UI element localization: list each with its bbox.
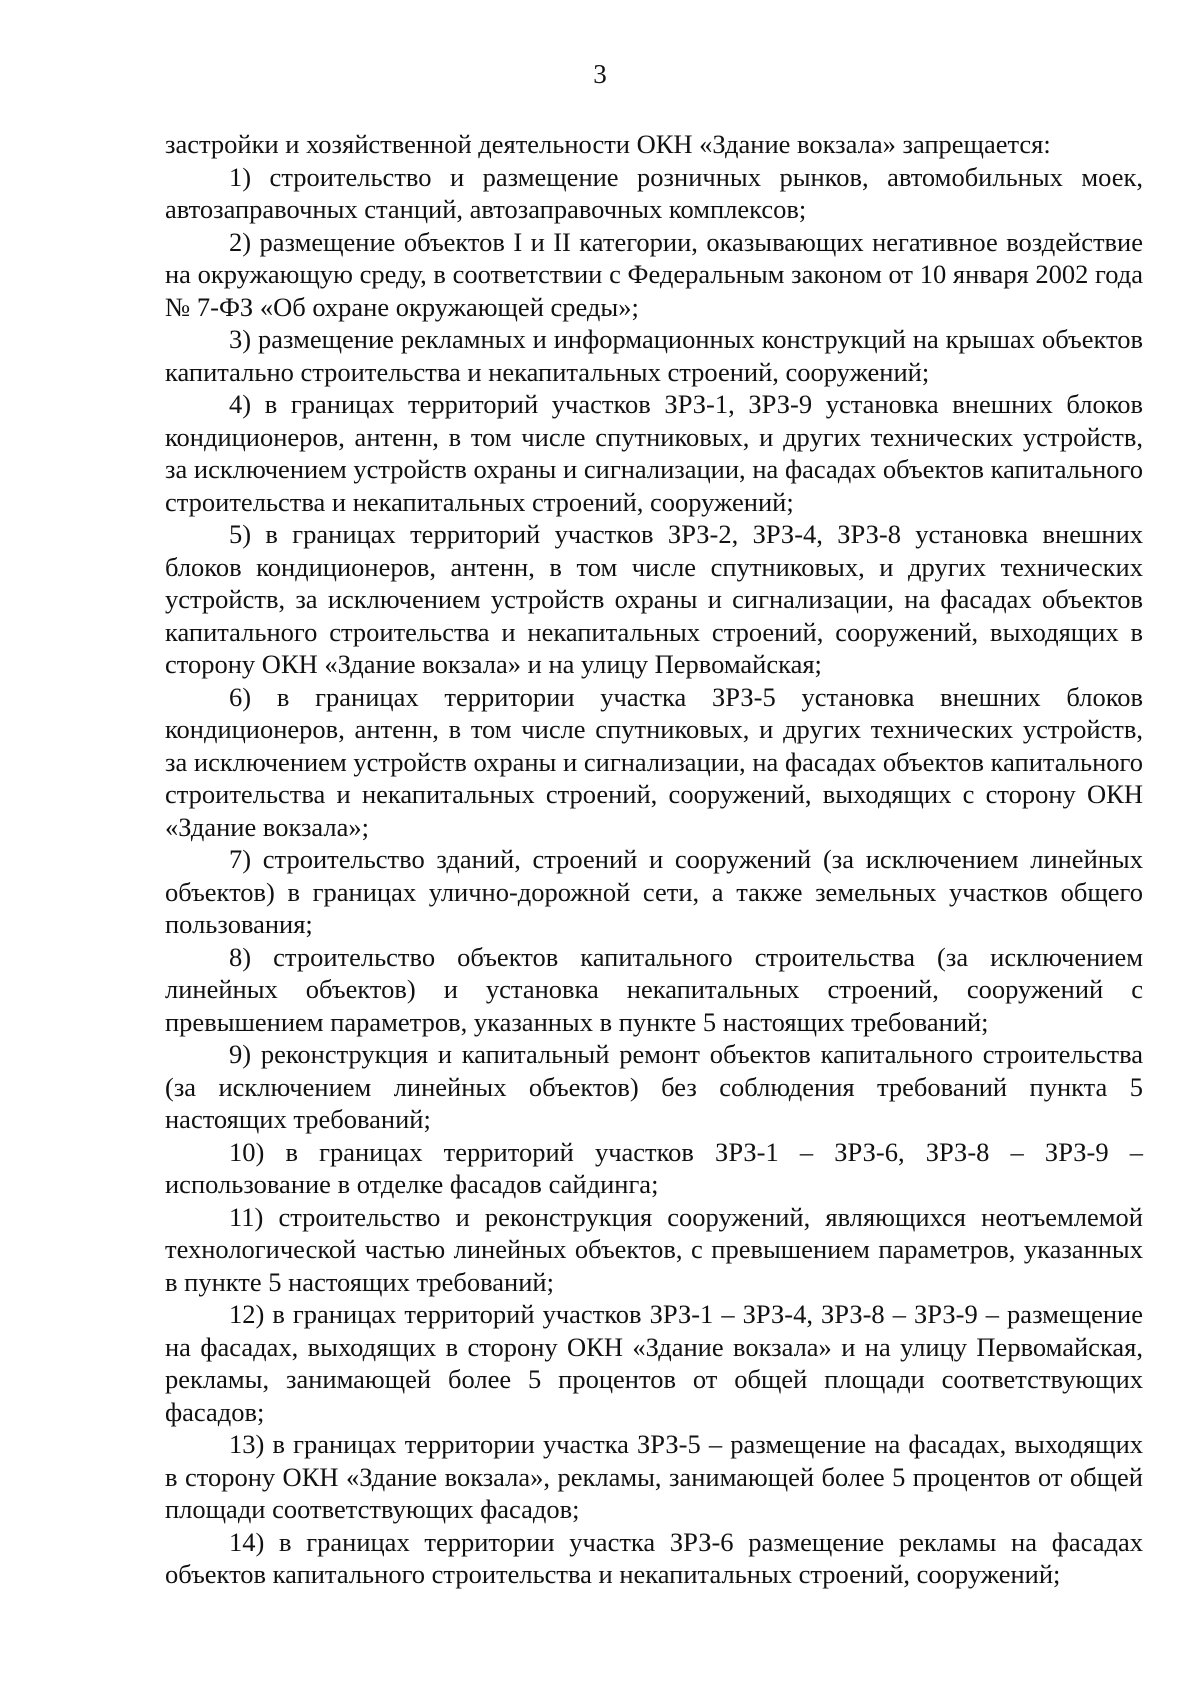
list-item-2: 2) размещение объектов I и II категории, оказывающих негативное воздействие на окружающую среду, в соответствии с Федеральным законом от 10 января 2002 года № 7-ФЗ «Об охране окружающей среды»;	[165, 226, 1143, 322]
list-item-1: 1) строительство и размещение розничных рынков, автомобильных моек, автозаправочных станций, автозаправочных комплексов;	[165, 161, 1143, 224]
list-item-8: 8) строительство объектов капитального строительства (за исключением линейных объектов) и установка некапитальных строений, сооружений с превышением параметров, указанных в пункте 5 настоящих требований;	[165, 941, 1143, 1037]
page-number: 3	[593, 59, 607, 89]
list-item-12: 12) в границах территорий участков ЗРЗ-1 – ЗРЗ-4, ЗРЗ-8 – ЗРЗ-9 – размещение на фасадах, выходящих в сторону ОКН «Здание вокзала» и на улицу Первомайская, рекламы, занимающей более 5 процентов от общей площади соответствующих фасадов;	[165, 1299, 1143, 1427]
list-item-5: 5) в границах территорий участков ЗРЗ-2, ЗРЗ-4, ЗРЗ-8 установка внешних блоков кондиционеров, антенн, в том числе спутниковых, и других технических устройств, за исключением устройств охраны и сигнализации, на фасадах объектов капитального строительства и некапитальных строений, сооружений, выходящих в сторону ОКН «Здание вокзала» и на улицу Первомайская;	[165, 519, 1143, 679]
list-item-14: 14) в границах территории участка ЗРЗ-6 размещение рекламы на фасадах объектов капитального строительства и некапитальных строений, сооружений;	[165, 1526, 1143, 1589]
list-item-10: 10) в границах территорий участков ЗРЗ-1 – ЗРЗ-6, ЗРЗ-8 – ЗРЗ-9 – использование в отделке фасадов сайдинга;	[165, 1136, 1143, 1199]
list-item-11: 11) строительство и реконструкция сооружений, являющихся неотъемлемой технологической частью линейных объектов, с превышением параметров, указанных в пункте 5 настоящих требований;	[165, 1201, 1143, 1297]
intro-paragraph: застройки и хозяйственной деятельности ОКН «Здание вокзала» запрещается:	[165, 129, 1051, 159]
list-item-9: 9) реконструкция и капитальный ремонт объектов капитального строительства (за исключением линейных объектов) без соблюдения требований пункта 5 настоящих требований;	[165, 1039, 1143, 1134]
document-body	[165, 128, 1143, 1591]
list-item-4: 4) в границах территорий участков ЗРЗ-1, ЗРЗ-9 установка внешних блоков кондиционеров, антенн, в том числе спутниковых, и других технических устройств, за исключением устройств охраны и сигнализации, на фасадах объектов капитального строительства и некапитальных строений, сооружений;	[165, 389, 1143, 517]
list-item-3: 3) размещение рекламных и информационных конструкций на крышах объектов капитально строительства и некапитальных строений, сооружений;	[165, 324, 1143, 387]
list-item-7: 7) строительство зданий, строений и сооружений (за исключением линейных объектов) в границах улично-дорожной сети, а также земельных участков общего пользования;	[165, 844, 1143, 939]
list-item-6: 6) в границах территории участка ЗРЗ-5 установка внешних блоков кондиционеров, антенн, в том числе спутниковых, и других технических устройств, за исключением устройств охраны и сигнализации, на фасадах объектов капитального строительства и некапитальных строений, сооружений, выходящих с сторону ОКН «Здание вокзала»;	[165, 681, 1143, 842]
list-item-13: 13) в границах территории участка ЗРЗ-5 – размещение на фасадах, выходящих в сторону ОКН «Здание вокзала», рекламы, занимающей более 5 процентов от общей площади соответствующих фасадов;	[165, 1429, 1143, 1524]
